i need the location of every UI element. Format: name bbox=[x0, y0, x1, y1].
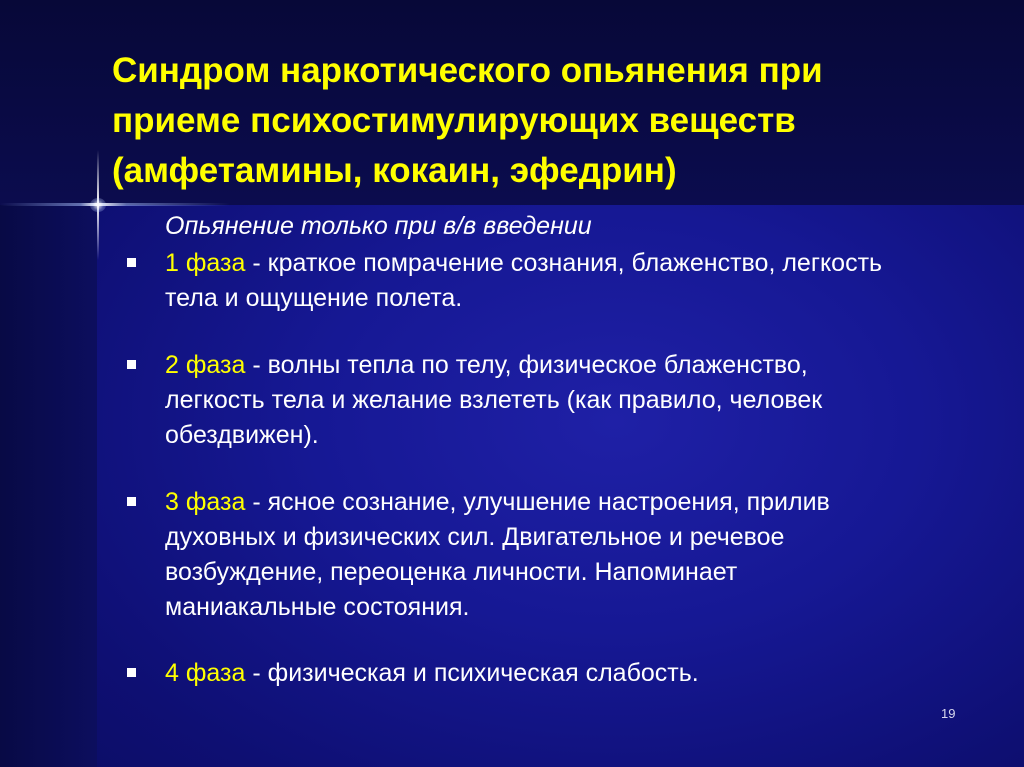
bullet-line bbox=[165, 656, 1005, 691]
bullet-line: возбуждение, переоценка личности. Напоминает bbox=[165, 558, 738, 586]
slide-title bbox=[112, 46, 1002, 196]
slide-title-line: (амфетамины, кокаин, эфедрин) bbox=[112, 151, 677, 190]
bullet-line: легкость тела и желание взлететь (как правило, человек bbox=[165, 386, 823, 414]
bullet-line: обездвижен). bbox=[165, 421, 319, 449]
bullet-square-icon bbox=[127, 360, 136, 369]
phase-label: 3 фаза bbox=[165, 488, 246, 516]
page-number: 19 bbox=[941, 706, 956, 721]
bullet-line bbox=[165, 348, 1005, 383]
bullet-square-icon bbox=[127, 497, 136, 506]
bullet-text: - краткое помрачение сознания, блаженство, легкость bbox=[245, 249, 883, 277]
bullet-item bbox=[165, 348, 1005, 453]
sparkle-icon bbox=[90, 198, 106, 212]
bullet-line bbox=[165, 246, 1005, 281]
bullet-text: - волны тепла по телу, физическое блаженство, bbox=[245, 351, 808, 379]
left-band bbox=[0, 205, 97, 767]
bullet-square-icon bbox=[127, 668, 136, 677]
phase-label: 2 фаза bbox=[165, 351, 246, 379]
bullet-line bbox=[165, 485, 1005, 520]
slide-title-line: Синдром наркотического опьянения при bbox=[112, 51, 823, 90]
bullet-square-icon bbox=[127, 258, 136, 267]
phase-label: 1 фаза bbox=[165, 249, 246, 277]
sparkle-icon-horizontal-ray bbox=[0, 203, 230, 206]
bullet-line: тела и ощущение полета. bbox=[165, 284, 463, 312]
slide-subtitle: Опьянение только при в/в введении bbox=[165, 212, 592, 240]
bullet-line: маниакальные состояния. bbox=[165, 593, 470, 621]
bullet-item bbox=[165, 246, 1005, 316]
bullet-text: - физическая и психическая слабость. bbox=[245, 659, 699, 687]
bullet-text: - ясное сознание, улучшение настроения, прилив bbox=[245, 488, 830, 516]
phase-label: 4 фаза bbox=[165, 659, 246, 687]
slide-title-line: приеме психостимулирующих веществ bbox=[112, 101, 796, 140]
bullet-line: духовных и физических сил. Двигательное и речевое bbox=[165, 523, 785, 551]
bullet-item bbox=[165, 656, 1005, 691]
bullet-item bbox=[165, 485, 1005, 625]
